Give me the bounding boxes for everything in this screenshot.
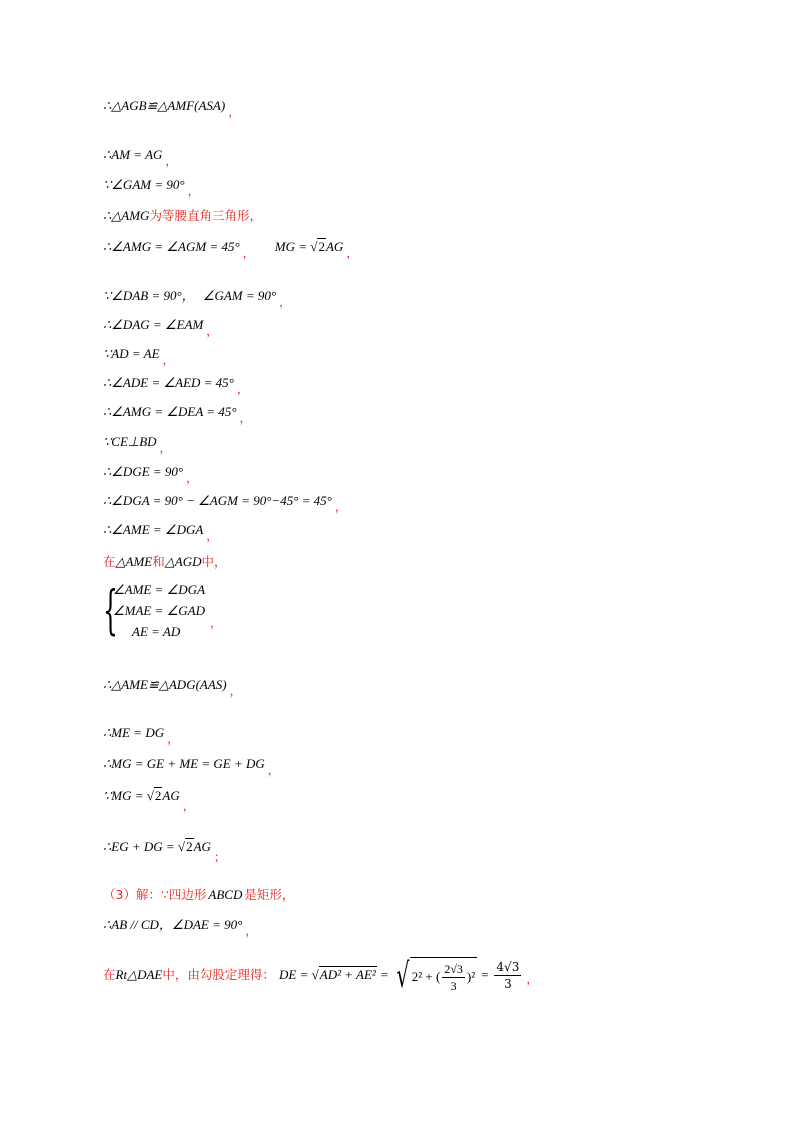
radicand: AD² + AE²: [319, 967, 376, 982]
math-expr: △AGD: [164, 554, 202, 569]
math-expr: ∵∠DAB = 90°: [103, 288, 182, 303]
math-expr: =: [477, 967, 493, 982]
chinese-text: 和: [152, 554, 165, 569]
punct: ，: [162, 353, 175, 367]
line-20: [103, 838, 226, 864]
math-expr: ∴∠DGA = 90° − ∠AGM = 90°−45° = 45°: [103, 493, 332, 508]
line-6: ∵∠DAB = 90°， ∠GAM = 90° ，: [103, 288, 292, 309]
math-expr: MG =: [274, 239, 311, 254]
punct: ，: [167, 732, 180, 746]
punct: ，: [236, 382, 249, 396]
punct: ，: [242, 246, 255, 260]
math-expr: ∴△AGB≌△AMF(ASA): [103, 98, 226, 113]
line-18: [103, 755, 280, 777]
punct: ，: [186, 471, 199, 485]
math-expr: ABCD: [208, 887, 243, 902]
fraction-denominator: 3: [504, 977, 512, 991]
punct: ，: [159, 441, 172, 455]
system-row: AE = AD: [132, 624, 181, 639]
line-12: [103, 463, 199, 485]
sqrt-expr: √2: [310, 239, 325, 254]
line-13: [103, 492, 347, 514]
chinese-text: 在: [103, 554, 116, 569]
line-23: [103, 957, 538, 994]
punct: ，: [165, 154, 178, 168]
punct: ，: [206, 324, 219, 338]
math-expr: △AME: [115, 554, 153, 569]
line-3: [103, 176, 200, 198]
punct: ，: [526, 972, 539, 986]
math-expr: ∠GAM = 90°: [202, 288, 277, 303]
line-15: [103, 553, 226, 572]
math-expr: AG: [193, 839, 211, 854]
line-11: [103, 433, 172, 455]
math-expr: ∴ME = DG: [103, 725, 165, 740]
math-expr: ∴AB // CD，∠DAE = 90°: [103, 917, 243, 932]
punct: ，: [245, 924, 258, 938]
math-expr: AG: [162, 788, 180, 803]
math-expr: DE =: [279, 967, 312, 982]
chinese-text: （3）解：∵四边形: [103, 887, 207, 902]
math-expr: ∴∠DGE = 90°: [103, 464, 184, 479]
line-14: [103, 521, 219, 543]
chinese-text: 是矩形，: [244, 887, 295, 902]
punct: ，: [346, 246, 359, 260]
math-expr: ∴△AME≌△ADG(AAS): [103, 677, 227, 692]
punct: ，: [187, 184, 200, 198]
line-4: [103, 207, 262, 226]
big-sqrt-expr: √ 2² + ( $\frac{2√3}{3}$ )²: [396, 955, 476, 996]
line-8: [103, 345, 175, 367]
punct: ，: [182, 799, 195, 813]
radicand-part: 2² + (: [411, 969, 441, 984]
punct: ，: [206, 529, 219, 543]
math-expr: AG: [325, 239, 344, 254]
math-expr: ∴∠ADE = ∠AED = 45°: [103, 375, 234, 390]
punct: ，: [334, 500, 347, 514]
line-19: [103, 787, 195, 813]
math-expr: ∴△AMG: [103, 208, 150, 223]
math-expr: =: [376, 967, 393, 982]
punct: ；: [213, 850, 226, 864]
fraction-numerator: 4√3: [496, 960, 520, 974]
punct: ，: [228, 105, 241, 119]
math-expr: ∴∠DAG = ∠EAM: [103, 317, 204, 332]
chinese-text: 中，: [201, 554, 227, 569]
math-expr: ∴AM = AG: [103, 147, 163, 162]
line-17: [103, 724, 180, 746]
math-expr: ∴∠AMG = ∠AGM = 45°: [103, 239, 240, 254]
math-expr: ∵∠GAM = 90°: [103, 177, 185, 192]
punct: ，: [210, 616, 223, 630]
math-expr: ∴EG + DG =: [103, 839, 178, 854]
left-brace: {: [103, 581, 118, 641]
math-expr: ∵MG =: [103, 788, 147, 803]
line-21: [103, 886, 294, 905]
line-9: [103, 374, 249, 396]
line-2: [103, 146, 178, 168]
math-expr: ∵AD = AE: [103, 346, 160, 361]
punct: ，: [229, 684, 242, 698]
fraction-numerator: 2√3: [444, 961, 463, 976]
system-row: ∠MAE = ∠GAD: [113, 603, 206, 618]
chinese-text: 中，由勾股定理得：: [162, 967, 275, 982]
line-10: [103, 403, 252, 425]
line-5: [103, 238, 359, 260]
math-expr: Rt△DAE: [115, 967, 163, 982]
math-expr: ∴∠AMG = ∠DEA = 45°: [103, 404, 237, 419]
equation-system: [103, 580, 233, 642]
math-expr: ∴MG = GE + ME = GE + DG: [103, 756, 265, 771]
line-16: [103, 676, 242, 698]
math-expr: ∴∠AME = ∠DGA: [103, 522, 204, 537]
sqrt-expr: √2: [177, 839, 193, 854]
fraction: [494, 959, 521, 992]
line-22: [103, 916, 258, 938]
line-7: [103, 316, 219, 338]
math-expr: ∵CE⊥BD: [103, 434, 157, 449]
punct: ，: [239, 411, 252, 425]
punct: ，: [267, 763, 280, 777]
punct: ，: [279, 295, 292, 309]
radicand: 2: [154, 788, 162, 803]
sqrt-expr: √2: [146, 788, 162, 803]
chinese-text: 在: [103, 967, 116, 982]
sqrt-expr: √AD² + AE²: [311, 967, 376, 982]
radicand-part: )²: [466, 969, 476, 984]
system-row: ∠AME = ∠DGA: [113, 582, 206, 597]
fraction: [442, 961, 465, 994]
chinese-text: 为等腰直角三角形，: [149, 208, 262, 223]
radicand: 2: [186, 839, 193, 854]
radicand: 2: [318, 239, 325, 254]
line-1: [103, 97, 241, 119]
fraction-denominator: 3: [450, 978, 457, 993]
